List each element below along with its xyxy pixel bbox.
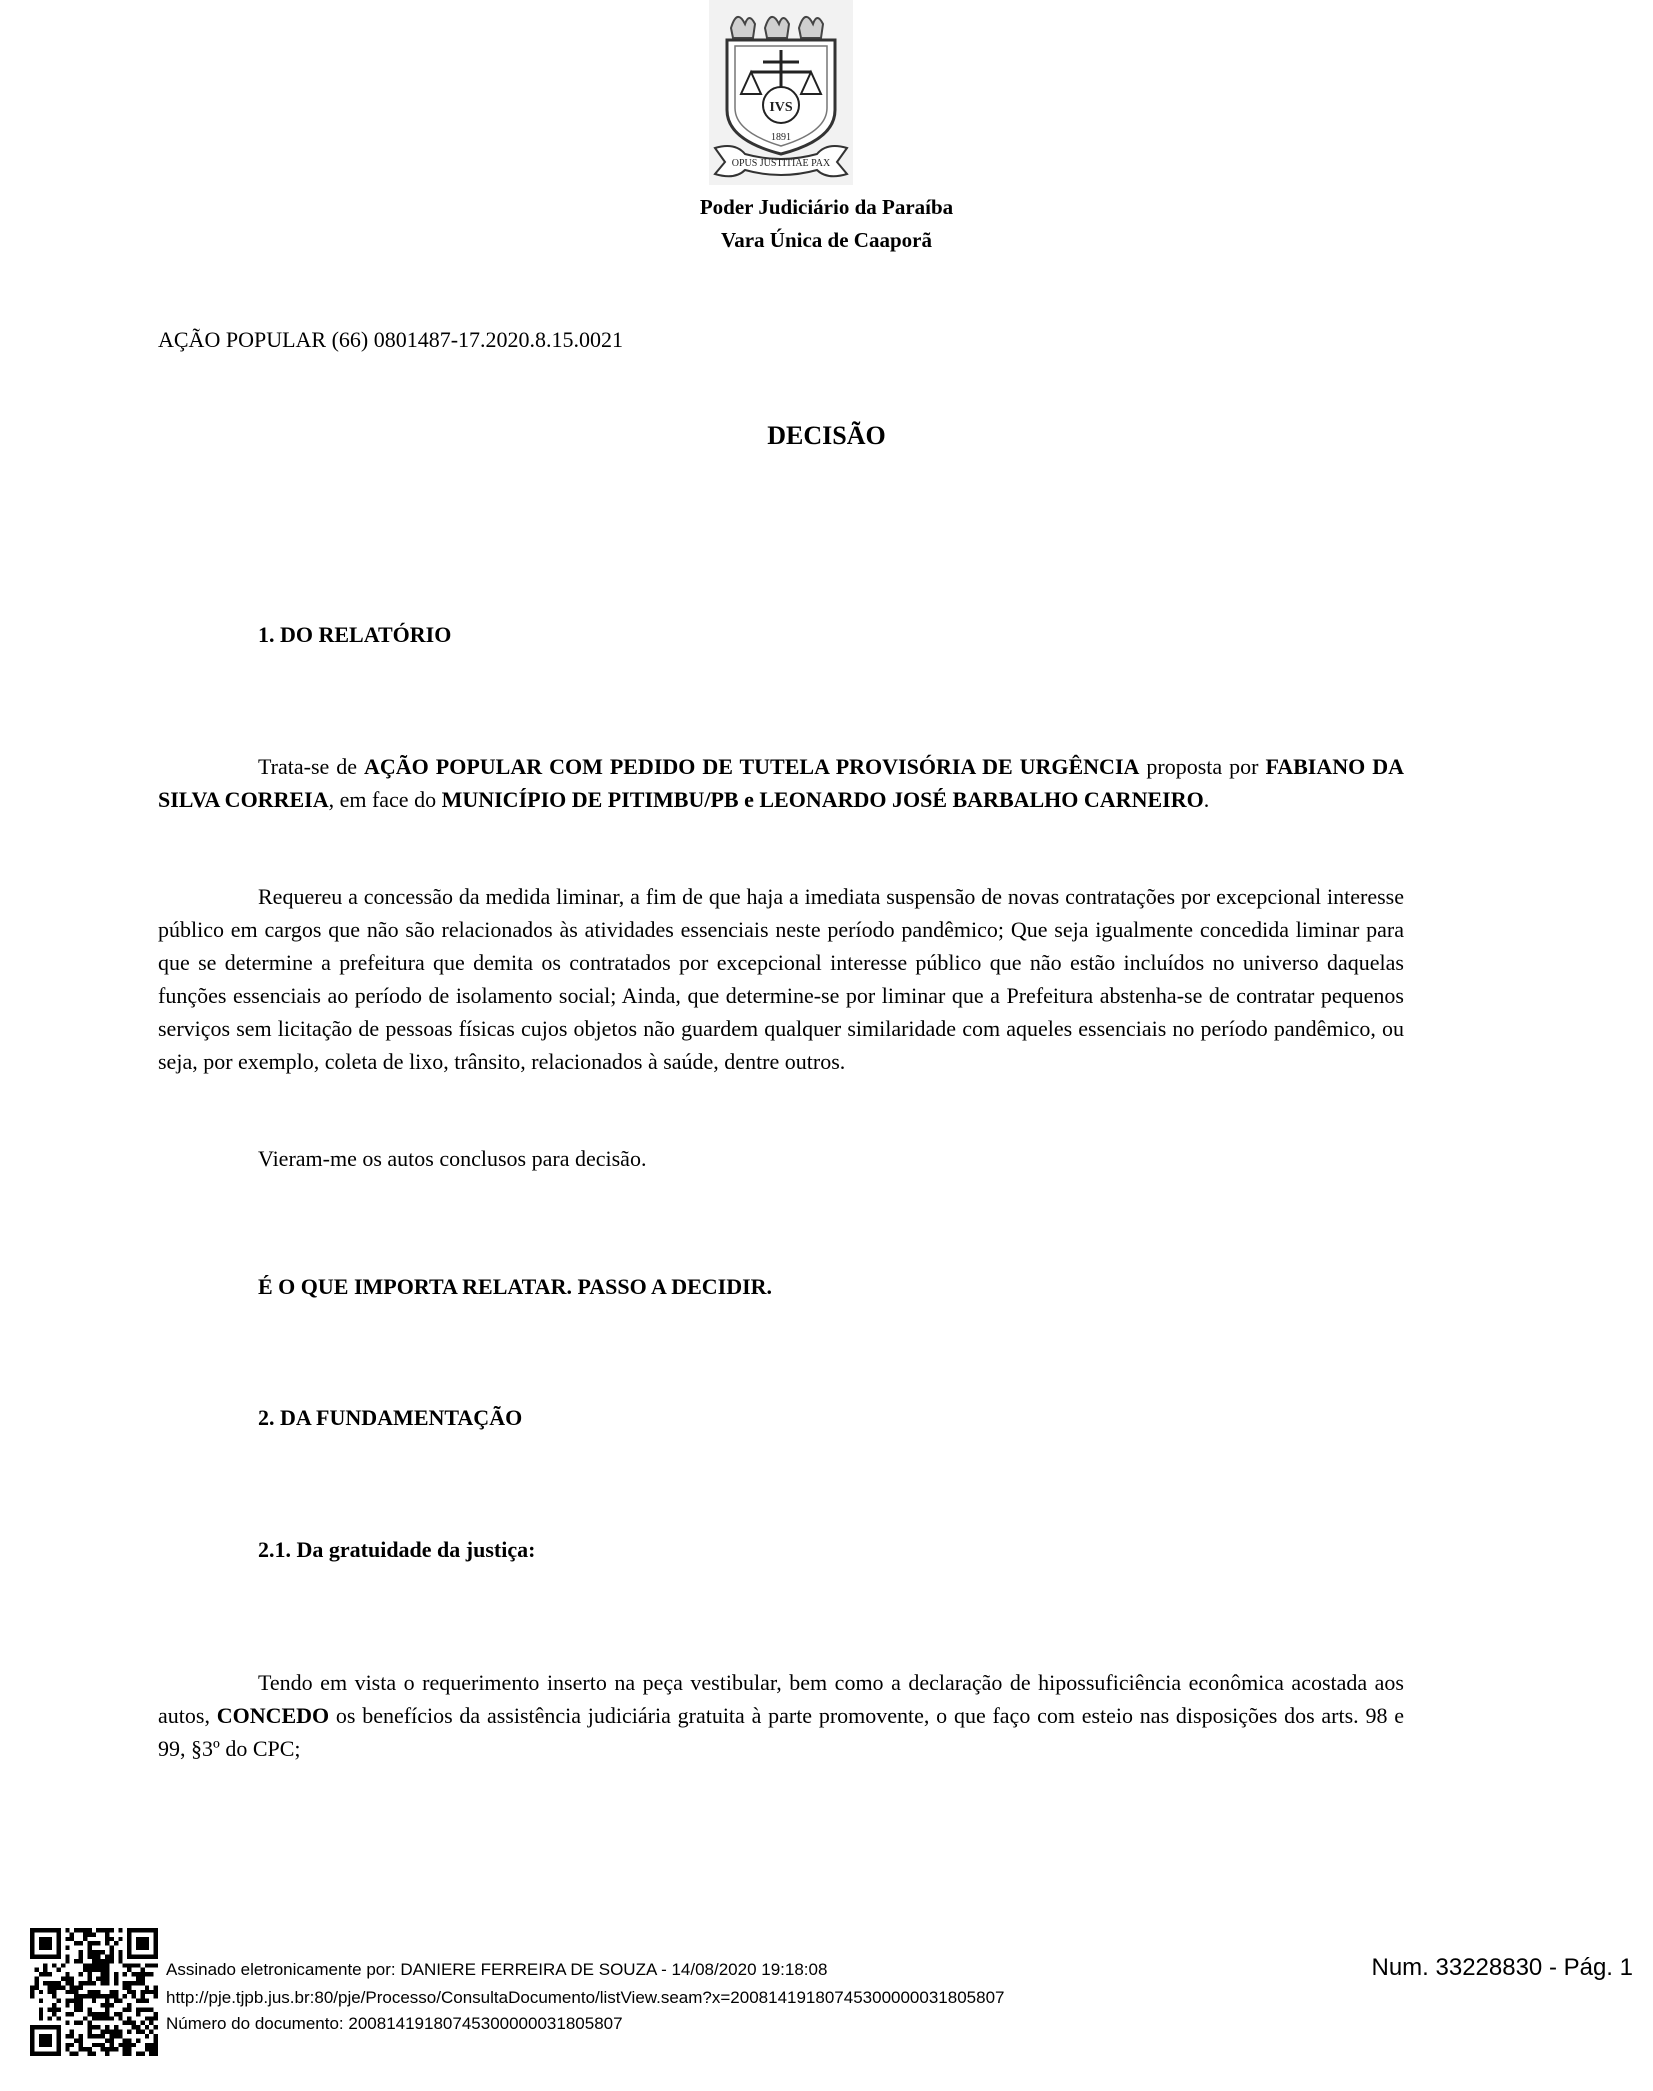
- footer-signature: Assinado eletronicamente por: DANIERE FERREIRA DE SOUZA - 14/08/2020 19:18:08: [166, 1960, 828, 1979]
- document-title: DECISÃO: [767, 421, 886, 450]
- plaintiff-name: FABIANO DA SILVA CORREIA: [158, 754, 1405, 812]
- paragraph-request: Requereu a concessão da medida liminar, a fim de que haja a imediata suspensão de novas contratações por excepcional interesse público em cargos que não são relacionados às atividades essenciais neste período pandêmico; Que seja igualmente concedida liminar para que se determine a prefeitura que demita os contratados por excepcional interesse público que não estão incluídos no universo daquelas funções essenciais ao período de isolamento social; Ainda, que determine-se por liminar que a Prefeitura abstenha-se de contratar pequenos serviços sem licitação de pessoas físicas cujos objetos não guardem qualquer similaridade com aqueles essenciais no período pandêmico, ou seja, por exemplo, coleta de lixo, trânsito, relacionados à saúde, dentre outros.: [158, 884, 1404, 1074]
- header-court-unit: Vara Única de Caaporã: [721, 228, 932, 252]
- page-number: Num. 33228830 - Pág. 1: [1371, 1954, 1633, 1981]
- crest-year: 1891: [771, 132, 791, 143]
- section-fundamentacao: 2. DA FUNDAMENTAÇÃO: [258, 1405, 523, 1430]
- action-type: AÇÃO POPULAR COM PEDIDO DE TUTELA PROVISÓRIA DE URGÊNCIA: [364, 754, 1140, 779]
- concedo-keyword: CONCEDO: [216, 1703, 330, 1728]
- process-number: AÇÃO POPULAR (66) 0801487-17.2020.8.15.0021: [158, 327, 624, 352]
- defendants-names: MUNICÍPIO DE PITIMBU/PB e LEONARDO JOSÉ BARBALHO CARNEIRO: [441, 787, 1204, 812]
- footer-url[interactable]: http://pje.tjpb.jus.br:80/pje/Processo/ConsultaDocumento/listView.seam?x=20081419180745300000031805807: [166, 1988, 1005, 2007]
- footer-document-number: Número do documento: 20081419180745300000031805807: [166, 2014, 623, 2033]
- qr-code: [30, 1928, 158, 2056]
- header-court-name: Poder Judiciário da Paraíba: [699, 195, 954, 219]
- section-relatorio: 1. DO RELATÓRIO: [258, 622, 452, 647]
- crest-motto: OPUS JUSTITIAE PAX: [731, 158, 831, 169]
- paragraph-intro: Trata-se de AÇÃO POPULAR COM PEDIDO DE TUTELA PROVISÓRIA DE URGÊNCIA proposta por FABIANO DA SILVA CORREIA, em face do MUNICÍPIO DE PITIMBU/PB e LEONARDO JOSÉ BARBALHO CARNEIRO.: [158, 754, 1405, 812]
- section-importa: É O QUE IMPORTA RELATAR. PASSO A DECIDIR.: [258, 1274, 773, 1299]
- paragraph-conclusion: Vieram-me os autos conclusos para decisão.: [258, 1146, 647, 1171]
- section-gratuidade: 2.1. Da gratuidade da justiça:: [258, 1537, 536, 1562]
- court-crest-logo: [709, 0, 853, 185]
- crest-monogram: IVS: [769, 100, 793, 115]
- paragraph-gratuidade: Tendo em vista o requerimento inserto na peça vestibular, bem como a declaração de hipossuficiência econômica acostada aos autos, CONCEDO os benefícios da assistência judiciária gratuita à parte promovente, o que faço com esteio nas disposições dos arts. 98 e 99, §3º do CPC;: [158, 1670, 1404, 1761]
